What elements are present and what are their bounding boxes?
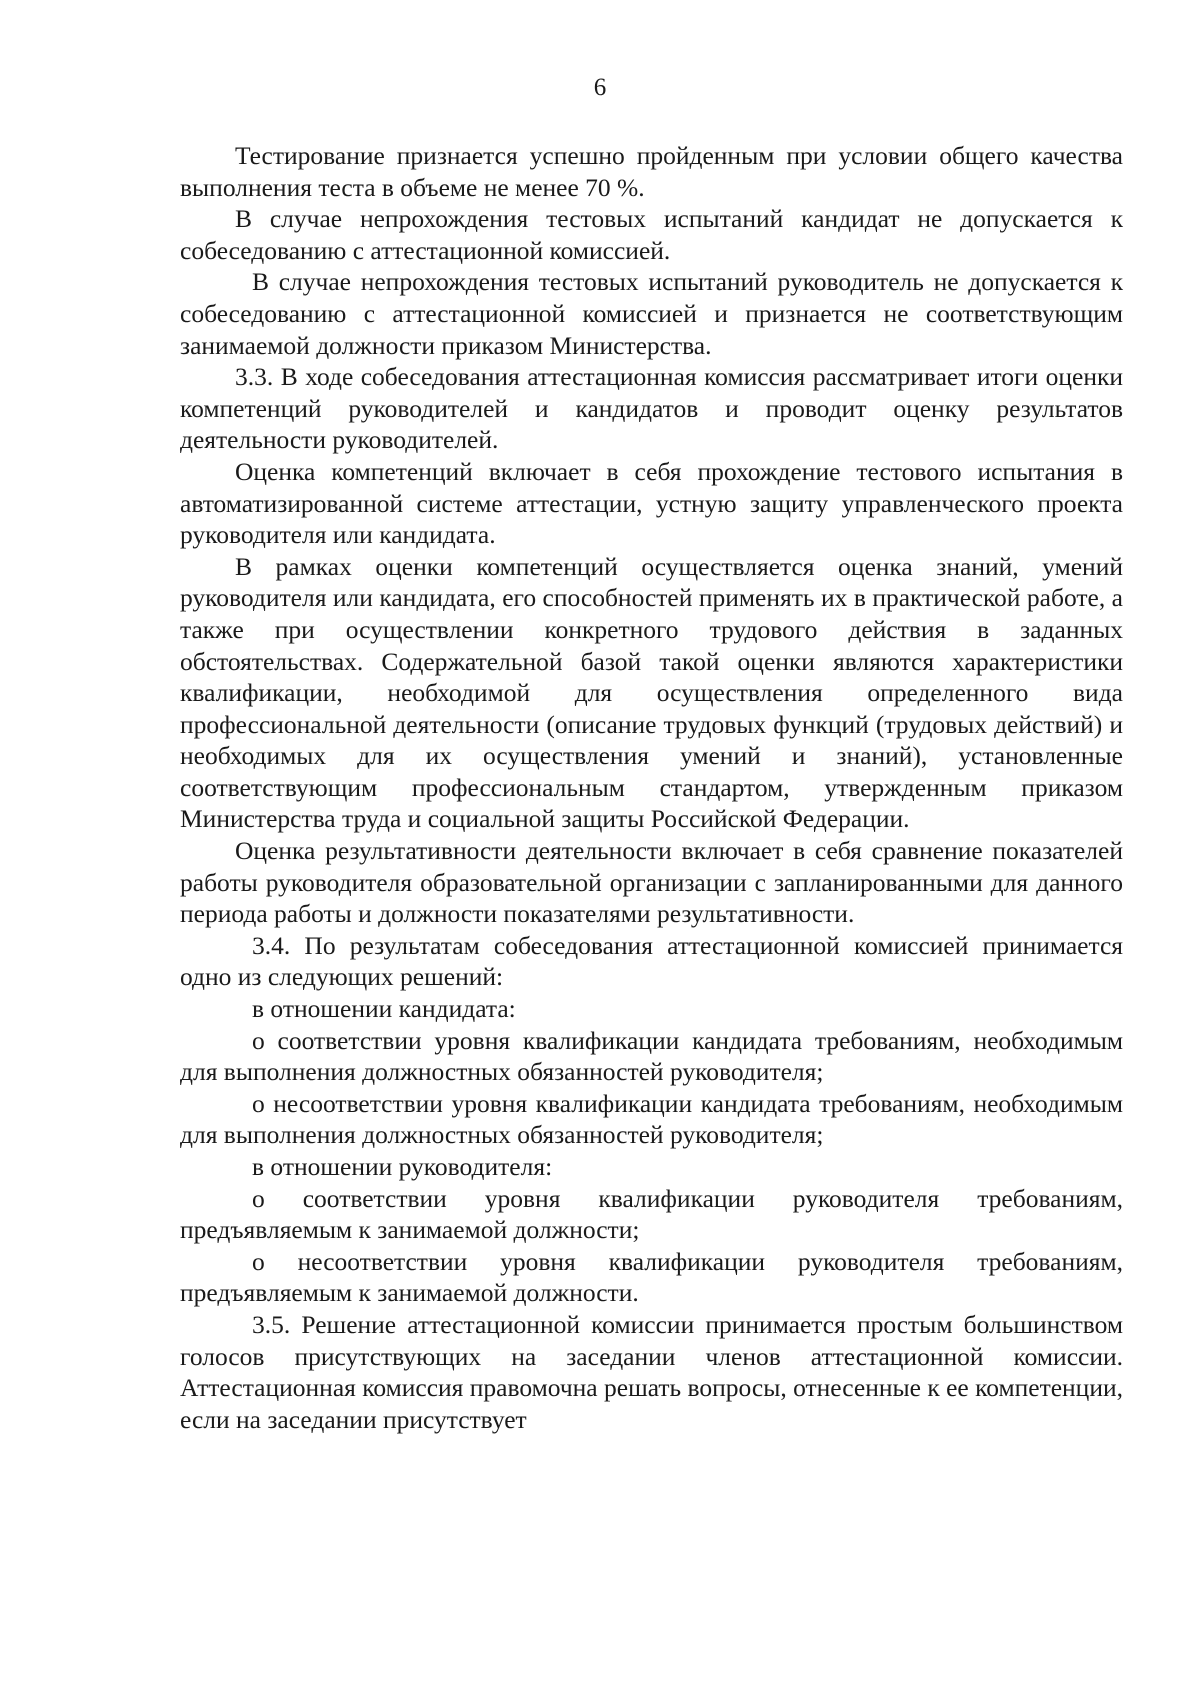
- paragraph-candidate-fail: В случае непрохождения тестовых испытаний кандидат не допускается к собеседованию с аттестационной комиссией.: [180, 204, 1123, 265]
- list-item-candidate-noncompliant: о несоответствии уровня квалификации кандидата требованиям, необходимым для выполнения должностных обязанностей руководителя;: [180, 1088, 1123, 1150]
- list-item-manager-noncompliant: о несоответствии уровня квалификации руководителя требованиям, предъявляемым к занимаемой должности.: [180, 1246, 1123, 1308]
- paragraph-3-4: 3.4. По результатам собеседования аттестационной комиссией принимается одно из следующих решений:: [180, 930, 1123, 992]
- list-heading-manager: в отношении руководителя:: [252, 1152, 553, 1181]
- paragraph-3-5: 3.5. Решение аттестационной комиссии принимается простым большинством голосов присутствующих на заседании членов аттестационной комиссии. Аттестационная комиссия правомочна решать вопросы, отнесенные к ее компетенции, если на заседании присутствует: [180, 1309, 1123, 1434]
- list-item-candidate-compliant: о соответствии уровня квалификации кандидата требованиям, необходимым для выполнения должностных обязанностей руководителя;: [180, 1025, 1123, 1087]
- paragraph-manager-fail: В случае непрохождения тестовых испытаний руководитель не допускается к собеседованию с аттестационной комиссией и признается не соответствующим занимаемой должности приказом Министерства.: [180, 267, 1123, 360]
- page-number: 6: [593, 74, 607, 101]
- list-heading-candidate: в отношении кандидата:: [252, 994, 516, 1024]
- paragraph-3-3: 3.3. В ходе собеседования аттестационная комиссия рассматривает итоги оценки компетенций руководителей и кандидатов и проводит оценку результатов деятельности руководителей.: [180, 362, 1123, 455]
- paragraph-testing-pass: Тестирование признается успешно пройденным при условии общего качества выполнения теста в объеме не менее 70 %.: [180, 141, 1123, 202]
- list-item-manager-compliant: о соответствии уровня квалификации руководителя требованиям, предъявляемым к занимаемой должности;: [180, 1183, 1123, 1245]
- paragraph-competence-scope: В рамках оценки компетенций осуществляется оценка знаний, умений руководителя или кандидата, его способностей применять их в практической работе, а также при осуществлении конкретного трудового действия в заданных обстоятельствах. Содержательной базой такой оценки являются характеристики квалификации, необходимой для осуществления определенного вида профессиональной деятельности (описание трудовых функций (трудовых действий) и необходимых для их осуществления умений и знаний), установленные соответствующим профессиональным стандартом, утвержденным приказом Министерства труда и социальной защиты Российской Федерации.: [180, 551, 1123, 834]
- paragraph-competence-assessment: Оценка компетенций включает в себя прохождение тестового испытания в автоматизированной системе аттестации, устную защиту управленческого проекта руководителя или кандидата.: [180, 456, 1123, 550]
- body-text: [180, 140, 1123, 1435]
- paragraph-performance-assessment: Оценка результативности деятельности включает в себя сравнение показателей работы руководителя образовательной организации с запланированными для данного периода работы и должности показателями результативности.: [180, 836, 1123, 929]
